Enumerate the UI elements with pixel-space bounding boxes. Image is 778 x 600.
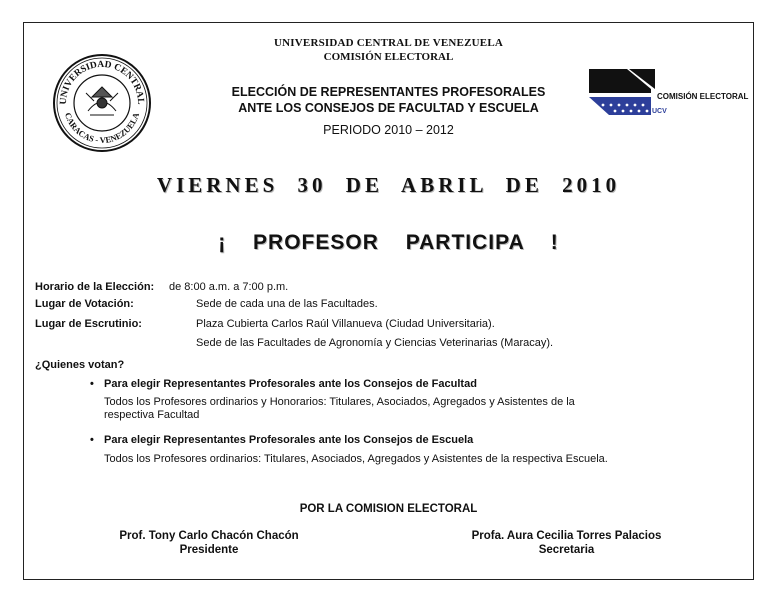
signatory-1-role: Presidente	[179, 544, 239, 556]
votacion-value: Sede de cada una de las Facultades.	[196, 298, 378, 310]
voters-item-heading: • Para elegir Representantes Profesorales ante los Consejos de Facultad	[104, 378, 477, 390]
signature-heading: POR LA COMISION ELECTORAL	[299, 503, 478, 515]
voters-item-text: Todos los Profesores ordinarios y Honorarios: Titulares, Asociados, Agregados y Asistentes de la respectiva Facultad	[104, 396, 575, 421]
escrutinio-value-1: Plaza Cubierta Carlos Raúl Villanueva (Ciudad Universitaria).	[196, 318, 495, 330]
voters-item-text: Todos los Profesores ordinarios: Titulares, Asociados, Agregados y Asistentes de la respectiva Escuela.	[104, 453, 608, 465]
ce-logo-sublabel: UCV	[652, 108, 667, 115]
seal-top-text: UNIVERSIDAD CENTRAL	[58, 59, 146, 105]
ce-logo-label: COMISIÓN ELECTORAL	[657, 92, 749, 101]
horario-label: Horario de la Elección:	[35, 281, 155, 293]
voters-question: ¿Quienes votan?	[35, 359, 125, 371]
seal-bottom-text: CARACAS - VENEZUELA	[63, 111, 141, 146]
title-line-2: ANTE LOS CONSEJOS DE FACULTAD Y ESCUELA	[238, 101, 539, 115]
university-name: UNIVERSIDAD CENTRAL DE VENEZUELA	[274, 37, 503, 49]
document-frame	[23, 22, 754, 580]
signatory-1-name: Prof. Tony Carlo Chacón Chacón	[119, 530, 299, 542]
signatory-2-role: Secretaria	[538, 544, 595, 556]
horario-value: de 8:00 a.m. a 7:00 p.m.	[169, 281, 289, 293]
escrutinio-value-2: Sede de las Facultades de Agronomía y Ciencias Veterinarias (Maracay).	[196, 337, 554, 349]
title-line-1: ELECCIÓN DE REPRESENTANTES PROFESORALES	[231, 85, 546, 99]
escrutinio-label: Lugar de Escrutinio:	[35, 318, 142, 330]
voters-item-heading: • Para elegir Representantes Profesorales ante los Consejos de Escuela	[104, 434, 473, 446]
signatory-2-name: Profa. Aura Cecilia Torres Palacios	[471, 530, 662, 542]
slogan: ¡ PROFESOR PARTICIPA !	[218, 231, 559, 254]
votacion-label: Lugar de Votación:	[35, 298, 134, 310]
commission-name: COMISIÓN ELECTORAL	[323, 51, 454, 63]
period: PERIODO 2010 – 2012	[323, 123, 454, 137]
election-date: VIERNES 30 DE ABRIL DE 2010	[156, 173, 621, 197]
